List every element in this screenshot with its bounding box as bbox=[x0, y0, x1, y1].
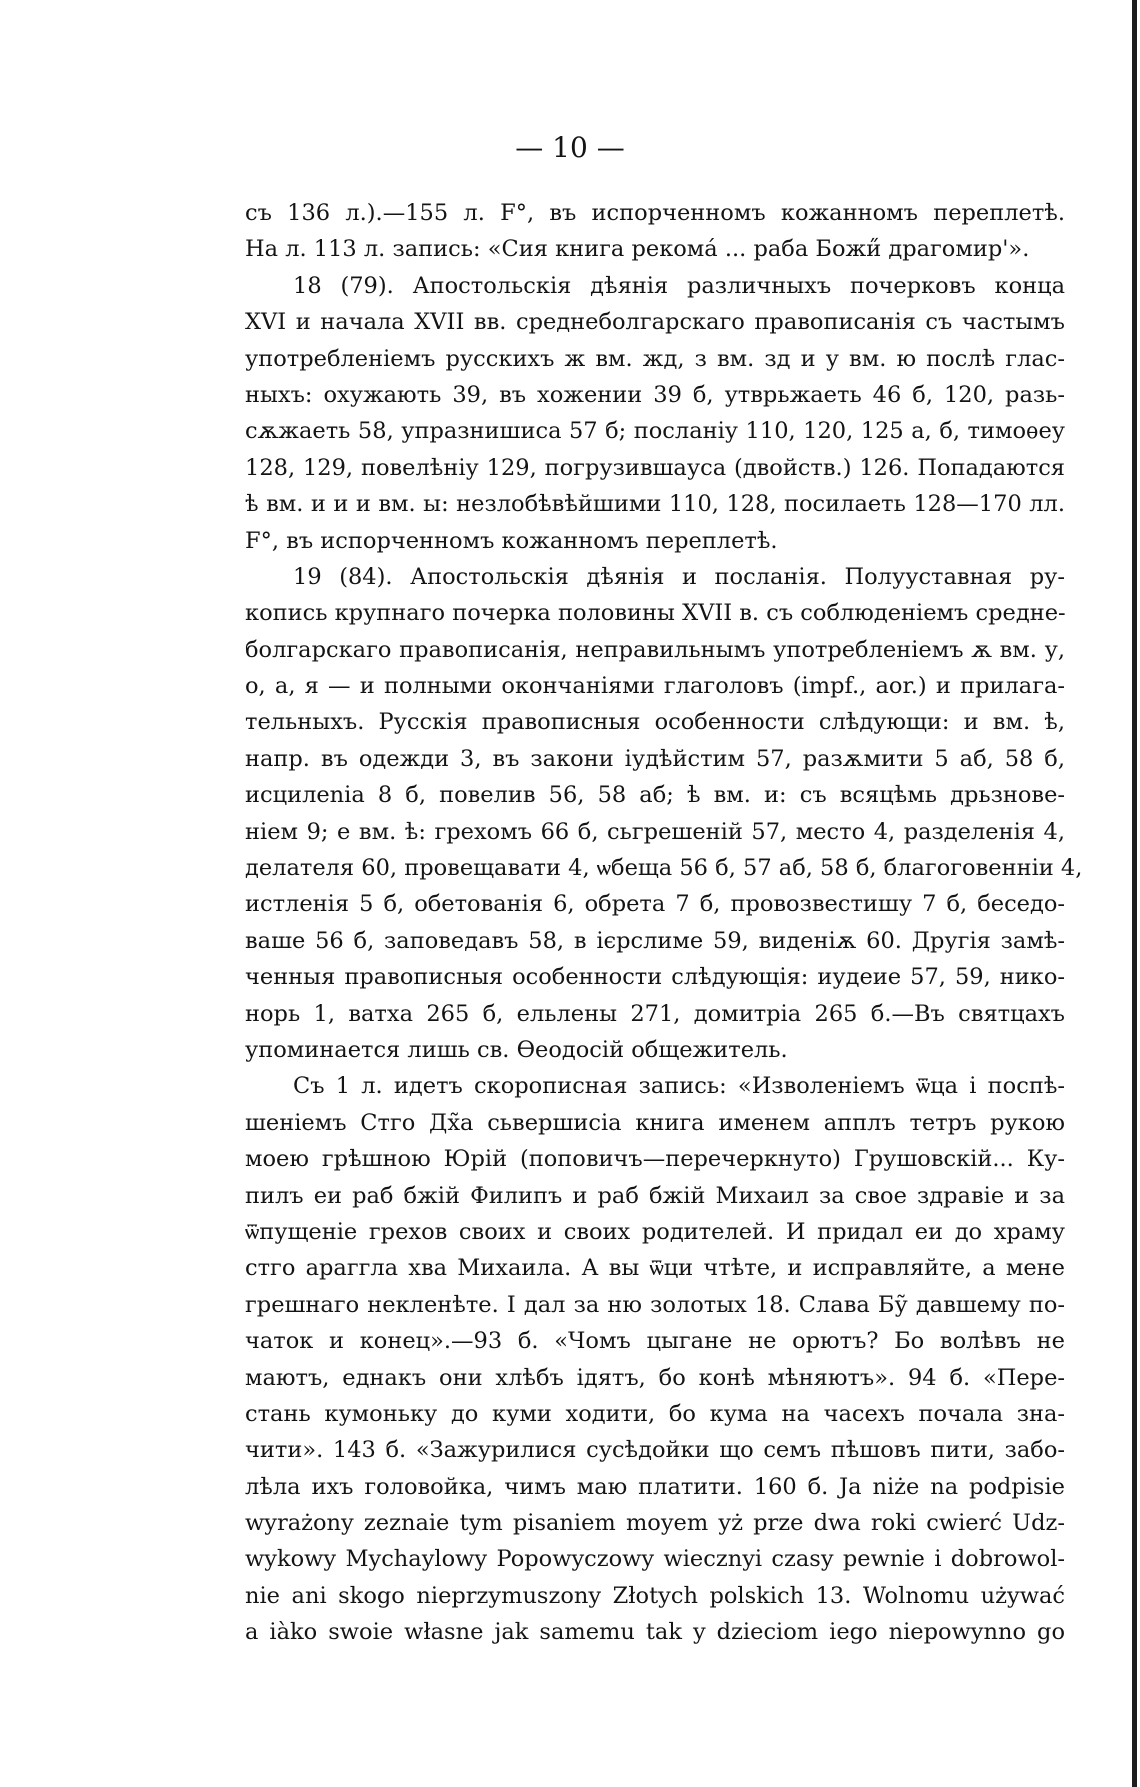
text-line: напр. въ одежди 3, въ закони іудѣйстим 57, разѫмити 5 аб, 58 б, bbox=[245, 745, 1065, 772]
text-line: норь 1, ватха 265 б, ельлены 271, домитріа 265 б.—Въ святцахъ bbox=[245, 1000, 1065, 1027]
text-line: употребленіемъ русскихъ ж вм. жд, з вм. зд и у вм. ю послѣ глас- bbox=[245, 345, 1065, 372]
text-line: ченныя правописныя особенности слѣдующія: иудеие 57, 59, нико- bbox=[245, 964, 1065, 991]
text-line: XVI и начала XVII вв. среднеболгарскаго правописанія съ частымъ bbox=[245, 309, 1065, 336]
text-line: ѣ вм. и и и вм. ы: незлобѣвѣйшими 110, 128, посилаеть 128—170 лл. bbox=[245, 491, 1065, 518]
text-line: На л. 113 л. запись: «Сия книга рекомá ... раба Божи̋ драгомир'». bbox=[245, 236, 1030, 263]
text-line: стго араггла хва Михаила. А вы ѿци чтѣте, и исправляйте, а мене bbox=[245, 1255, 1065, 1282]
text-line: маютъ, еднакъ они хлѣбъ ідятъ, бо конѣ мѣняютъ». 94 б. «Пере- bbox=[245, 1364, 1065, 1391]
text-line: ныхъ: охужають 39, въ хожении 39 б, утврьжаеть 46 б, 120, разь- bbox=[245, 381, 1065, 408]
text-line: делателя 60, провещавати 4, ѡбеща 56 б, 57 аб, 58 б, благоговенніи 4, bbox=[245, 855, 1083, 882]
text-line: чаток и конец».—93 б. «Чомъ цыгане не орютъ? Бо волѣвъ не bbox=[245, 1328, 1065, 1355]
text-line: F°, въ испорченномъ кожанномъ переплетѣ. bbox=[245, 527, 778, 554]
entry-heading-line: 18 (79). Апостольскія дѣянія различныхъ почерковъ конца bbox=[293, 272, 1065, 299]
text-line: тельныхъ. Русскія правописныя особенности слѣдующи: и вм. ѣ, bbox=[245, 709, 1065, 736]
text-body bbox=[245, 195, 1083, 1651]
entry-heading-line: 19 (84). Апостольскія дѣянія и посланія. Полууставная ру- bbox=[293, 563, 1065, 590]
text-line: грешнаго некленѣте. І дал за ню золотых 18. Слава Бу̃ давшему по- bbox=[245, 1291, 1065, 1318]
paragraph-first-line: Съ 1 л. идетъ скорописная запись: «Изволеніемъ ѿца і поспѣ- bbox=[293, 1073, 1065, 1100]
text-line: ніем 9; е вм. ѣ: грехомъ 66 б, сьгрешеній 57, место 4, разделенія 4, bbox=[245, 818, 1065, 845]
text-line: съ 136 л.).—155 л. F°, въ испорченномъ кожанномъ переплетѣ. bbox=[245, 200, 1065, 226]
text-line: истленія 5 б, обетованія 6, обрета 7 б, провозвестишу 7 б, беседо- bbox=[245, 891, 1065, 918]
text-line: лѣла ихъ головойка, чимъ маю платити. 160 б. Ja niże na podpisie bbox=[245, 1473, 1065, 1500]
text-line: nie ani skogo nieprzymuszony Złotych polskich 13. Wolnomu używać bbox=[245, 1582, 1065, 1609]
text-line: чити». 143 б. «Зажурилися сусѣдойки що семъ пѣшовъ пити, забо- bbox=[245, 1437, 1065, 1464]
text-line: шеніемъ Стго Дх̃а сьвершисіа книга именем апплъ тетръ рукою bbox=[245, 1109, 1065, 1136]
entry-18 bbox=[245, 268, 1065, 559]
text-line: 128, 129, повелѣніу 129, погрузившауса (двойств.) 126. Попадаются bbox=[245, 454, 1065, 481]
text-line: a iàko swoie własne jak samemu tak y dzieciom iego niepowynno go bbox=[245, 1619, 1065, 1646]
entry-19 bbox=[245, 559, 1083, 1068]
entry-note bbox=[245, 1068, 1065, 1650]
text-line: wyrażony zeznaie tym pisaniem moyem yż prze dwa roki cwierć Udz- bbox=[245, 1510, 1065, 1537]
text-line: wykowy Mychaylowy Popowyczowy wiecznyi czasy pewnie i dobrowol- bbox=[245, 1546, 1065, 1573]
text-line: копись крупнаго почерка половины XVII в. съ соблюденіемъ средне- bbox=[245, 600, 1066, 627]
text-line: моею грѣшною Юрій (поповичъ—перечеркнуто) Грушовскій... Ку- bbox=[245, 1146, 1065, 1173]
text-line: исцилеnia 8 б, повелив 56, 58 аб; ѣ вм. и: съ всяцѣмь дрьзнове- bbox=[245, 782, 1065, 809]
text-line: упоминается лишь св. Ѳеодосій общежитель. bbox=[245, 1036, 788, 1063]
text-line: сѫжаеть 58, упразнишиса 57 б; посланіу 110, 120, 125 а, б, тимоѳеу bbox=[245, 418, 1065, 445]
text-line: о, а, я — и полными окончаніями глаголовъ (impf., aor.) и прилага- bbox=[245, 673, 1065, 700]
text-line: стань кумоньку до куми ходити, бо кума на часехъ почала зна- bbox=[245, 1400, 1065, 1427]
scan-edge bbox=[1132, 0, 1137, 1787]
text-line: ваше 56 б, заповедавъ 58, в ієрслиме 59, виденіѫ 60. Другія замѣ- bbox=[245, 927, 1065, 954]
text-line: ѿпущеніе грехов своих и своих родителей. И придал еи до храму bbox=[245, 1218, 1065, 1245]
text-line: болгарскаго правописанія, неправильнымъ употребленіемъ ѫ вм. у, bbox=[245, 636, 1065, 663]
page-number: — 10 — bbox=[515, 131, 625, 164]
entry-continued bbox=[245, 195, 1065, 268]
text-line: пилъ еи раб бжій Филипъ и раб бжій Михаил за свое здравіе и за bbox=[245, 1182, 1065, 1209]
